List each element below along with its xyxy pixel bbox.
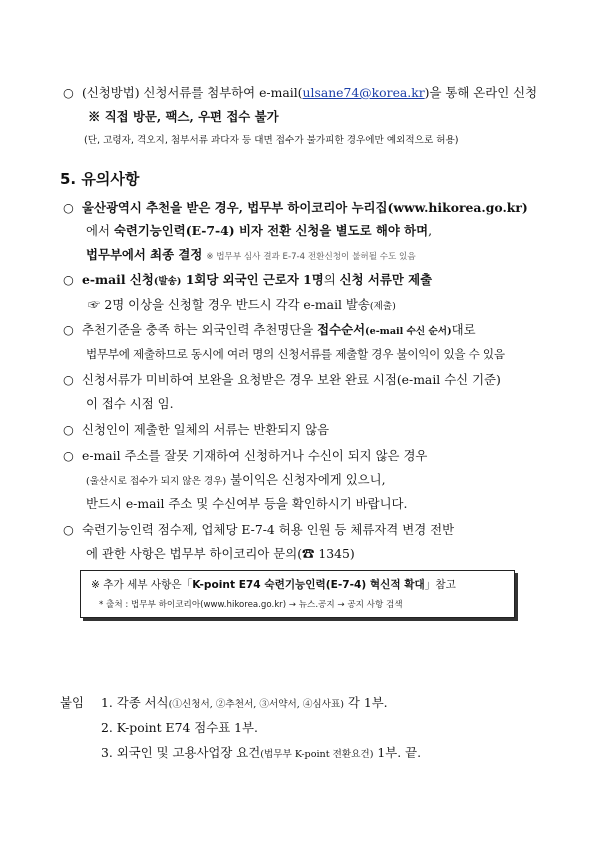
reference-box — [80, 570, 515, 618]
circle-bullet: ○ — [63, 372, 74, 387]
item7-line2: 에 관한 사항은 법무부 하이코리아 문의(☎ 1345) — [86, 546, 355, 561]
circle-bullet: ○ — [63, 322, 74, 337]
circle-bullet: ○ — [63, 85, 74, 100]
item3-line2: 법무부에 제출하므로 동시에 여러 명의 신청서류를 제출할 경우 불이익이 있을 수 있음 — [86, 347, 505, 361]
list-item: ○ e-mail 주소를 잘못 기재하여 신청하거나 수신이 되지 않은 경우 — [63, 448, 428, 463]
circle-bullet: ○ — [63, 272, 74, 287]
attachment-item: 3. 외국인 및 고용사업장 요건(법무부 K-point 전환요건) 1부. 끝. — [101, 745, 422, 760]
method-text-end: )을 통해 온라인 신청 — [424, 85, 538, 100]
list-item — [63, 199, 528, 217]
item1-line2: 에서 숙련기능인력(E-7-4) 비자 전환 신청을 별도로 해야 하며, — [86, 223, 433, 238]
list-item: ○ 신청인이 제출한 일체의 서류는 반환되지 않음 — [63, 422, 330, 437]
exception-note: (단, 고령자, 격오지, 첨부서류 과다자 등 대면 접수가 불가피한 경우에만 예외적으로 허용) — [84, 135, 459, 146]
list-item: ○ 추천기준을 충족 하는 외국인력 추천명단을 접수순서(e-mail 수신 순서)대로 — [63, 322, 476, 337]
attachments-label: 붙임 — [60, 695, 84, 710]
item1-line1: 울산광역시 추천을 받은 경우, 법무부 하이코리아 누리집(www.hikorea.go.kr) — [82, 200, 528, 215]
circle-bullet: ○ — [63, 522, 74, 537]
list-item: ○ 숙련기능인력 점수제, 업체당 E-7-4 허용 인원 등 체류자격 변경 전반 — [63, 522, 455, 537]
reference-line: ※ 추가 세부 사항은「K-point E74 숙련기능인력(E-7-4) 혁신적 확대」참고 — [91, 579, 456, 591]
item6-line3: 반드시 e-mail 주소 및 수신여부 등을 확인하시기 바랍니다. — [86, 496, 408, 511]
contact-email-link[interactable]: ulsane74@korea.kr — [302, 85, 425, 100]
circle-bullet: ○ — [63, 422, 74, 437]
item6-line2: (울산시로 접수가 되지 않은 경우) 불이익은 신청자에게 있으니, — [86, 472, 386, 487]
source-line: * 출처 : 법무부 하이코리아(www.hikorea.go.kr) → 뉴스.공지 → 공지 사항 검색 — [99, 600, 403, 610]
list-item: ○ 신청서류가 미비하여 보완을 요청받은 경우 보완 완료 시점(e-mail 수신 기준) — [63, 372, 501, 387]
no-visit-note: ※ 직접 방문, 팩스, 우편 접수 불가 — [88, 109, 279, 124]
attachment-item: 2. K-point E74 점수표 1부. — [101, 720, 258, 735]
method-line — [63, 84, 537, 102]
list-item: ○ e-mail 신청(발송) 1회당 외국인 근로자 1명의 신청 서류만 제출 — [63, 272, 433, 287]
attachment-item: 1. 각종 서식(①신청서, ②추천서, ③서약서, ④심사표) 각 1부. — [101, 695, 388, 710]
circle-bullet: ○ — [63, 200, 74, 215]
item2-subnote: ☞ 2명 이상을 신청할 경우 반드시 각각 e-mail 발송(제출) — [88, 297, 396, 312]
item1-line3: 법무부에서 최종 결정 ※ 법무부 심사 결과 E-7-4 전환신청이 불허될 수도 있음 — [86, 247, 416, 262]
section-heading: 5. 유의사항 — [60, 170, 140, 188]
circle-bullet: ○ — [63, 448, 74, 463]
item4-line2: 이 접수 시점 임. — [86, 396, 174, 411]
method-text: (신청방법) 신청서류를 첨부하여 e-mail( — [82, 85, 303, 100]
